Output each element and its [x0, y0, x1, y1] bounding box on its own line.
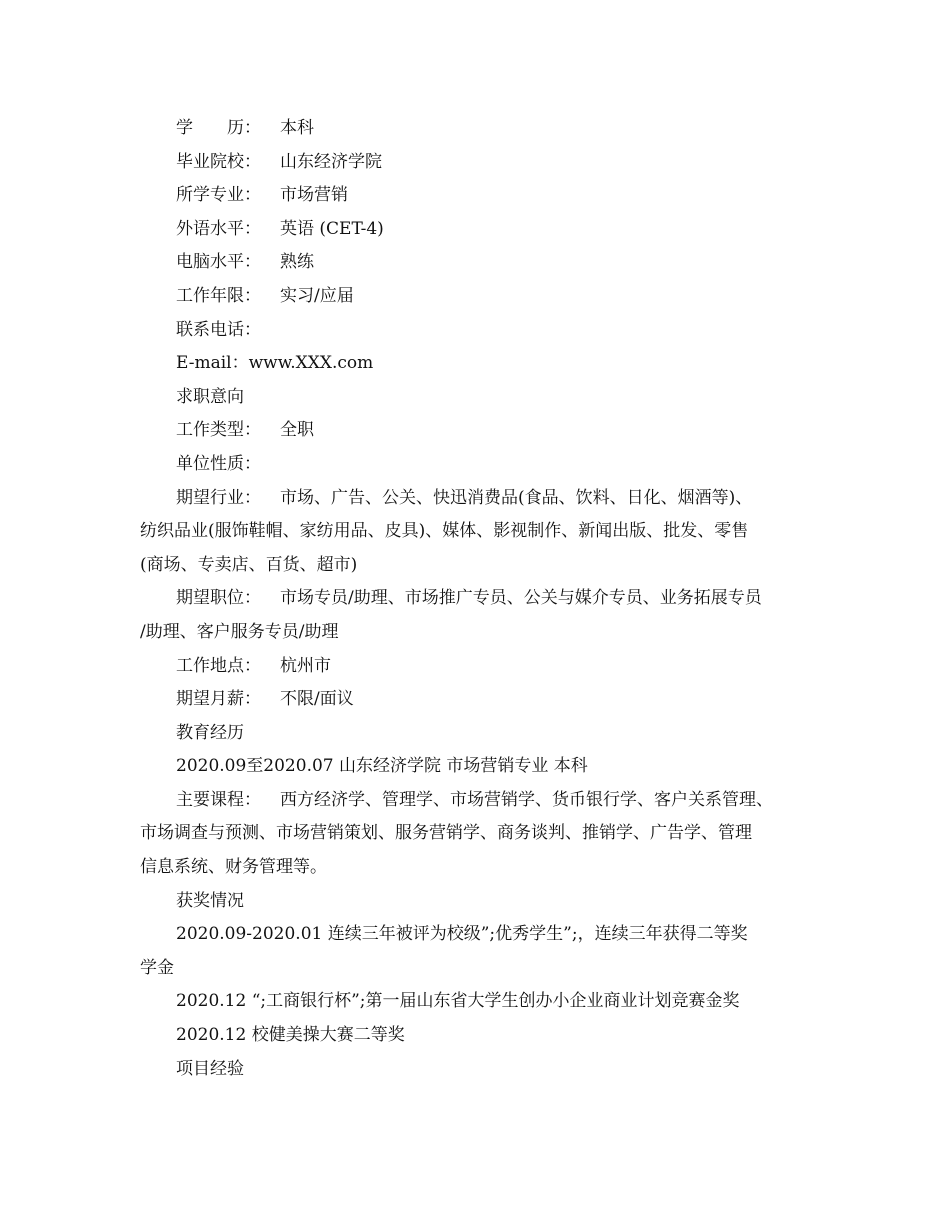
field-location: [0, 650, 950, 684]
field-courses: [0, 784, 950, 818]
field-work-type: [0, 414, 950, 448]
field-value: 市场专员/助理、市场推广专员、公关与媒介专员、业务拓展专员: [280, 588, 762, 609]
field-label: 工作地点：: [176, 655, 261, 676]
field-salary: [0, 683, 950, 717]
section-heading-education: 教育经历: [176, 722, 244, 743]
field-label: 期望月薪：: [176, 689, 261, 710]
field-value: 市场、广告、公关、快迅消费品(食品、饮料、日化、烟酒等)、: [280, 487, 753, 508]
field-label: 毕业院校：: [176, 151, 261, 172]
field-label: 学 历：: [176, 118, 261, 138]
field-label: 所学专业：: [176, 185, 261, 206]
resume-document: [0, 112, 950, 1086]
field-value: 实习/应届: [280, 285, 354, 306]
field-value: 英语 (CET-4): [280, 218, 384, 239]
field-value: 熟练: [280, 252, 314, 273]
field-phone: [0, 314, 950, 348]
field-education-level: [0, 112, 950, 146]
field-value: 全职: [280, 420, 314, 441]
field-industry-cont: (商场、专卖店、百货、超市): [140, 554, 358, 575]
field-label: 单位性质：: [176, 453, 261, 474]
education-entry: 2020.09至2020.07 山东经济学院 市场营销专业 本科: [176, 756, 588, 777]
field-label: 主要课程：: [176, 789, 261, 810]
field-label: 期望行业：: [176, 487, 261, 508]
field-value: 西方经济学、管理学、市场营销学、货币银行学、客户关系管理、: [280, 789, 773, 810]
field-work-years: [0, 280, 950, 314]
field-label: E-mail：: [176, 353, 249, 374]
field-courses-cont: 市场调查与预测、市场营销策划、服务营销学、商务谈判、推销学、广告学、管理: [140, 823, 752, 844]
field-email: [0, 347, 950, 381]
field-value: 杭州市: [280, 655, 331, 676]
field-major: [0, 179, 950, 213]
field-label: 工作类型：: [176, 420, 261, 441]
award-entry: 2020.12 校健美操大赛二等奖: [176, 1025, 405, 1046]
field-label: 电脑水平：: [176, 252, 261, 273]
field-label: 工作年限：: [176, 285, 261, 306]
field-unit-nature: [0, 448, 950, 482]
field-label: 联系电话：: [176, 319, 261, 340]
field-industry-cont: 纺织品业(服饰鞋帽、家纺用品、皮具)、媒体、影视制作、新闻出版、批发、零售: [140, 521, 749, 542]
award-entry: 2020.09-2020.01 连续三年被评为校级”;优秀学生”;，连续三年获得二等奖: [176, 924, 748, 945]
field-position-cont: /助理、客户服务专员/助理: [140, 621, 339, 642]
field-school: [0, 146, 950, 180]
field-value: 市场营销: [280, 185, 348, 206]
field-courses-cont: 信息系统、财务管理等。: [140, 857, 327, 878]
section-heading-awards: 获奖情况: [176, 890, 244, 911]
field-label: 期望职位：: [176, 588, 261, 609]
field-value: 本科: [280, 118, 314, 138]
field-language: [0, 213, 950, 247]
award-entry: 2020.12 “;工商银行杯”;第一届山东省大学生创办小企业商业计划竞赛金奖: [176, 991, 740, 1012]
field-label: 外语水平：: [176, 218, 261, 239]
field-value: www.XXX.com: [248, 353, 374, 374]
field-position: [0, 582, 950, 616]
section-heading-intent: 求职意向: [176, 386, 244, 407]
award-entry-cont: 学金: [140, 957, 174, 978]
field-computer: [0, 246, 950, 280]
field-industry: [0, 482, 950, 516]
section-heading-projects: 项目经验: [176, 1058, 244, 1079]
field-value: 不限/面议: [280, 689, 354, 710]
field-value: 山东经济学院: [280, 151, 382, 172]
